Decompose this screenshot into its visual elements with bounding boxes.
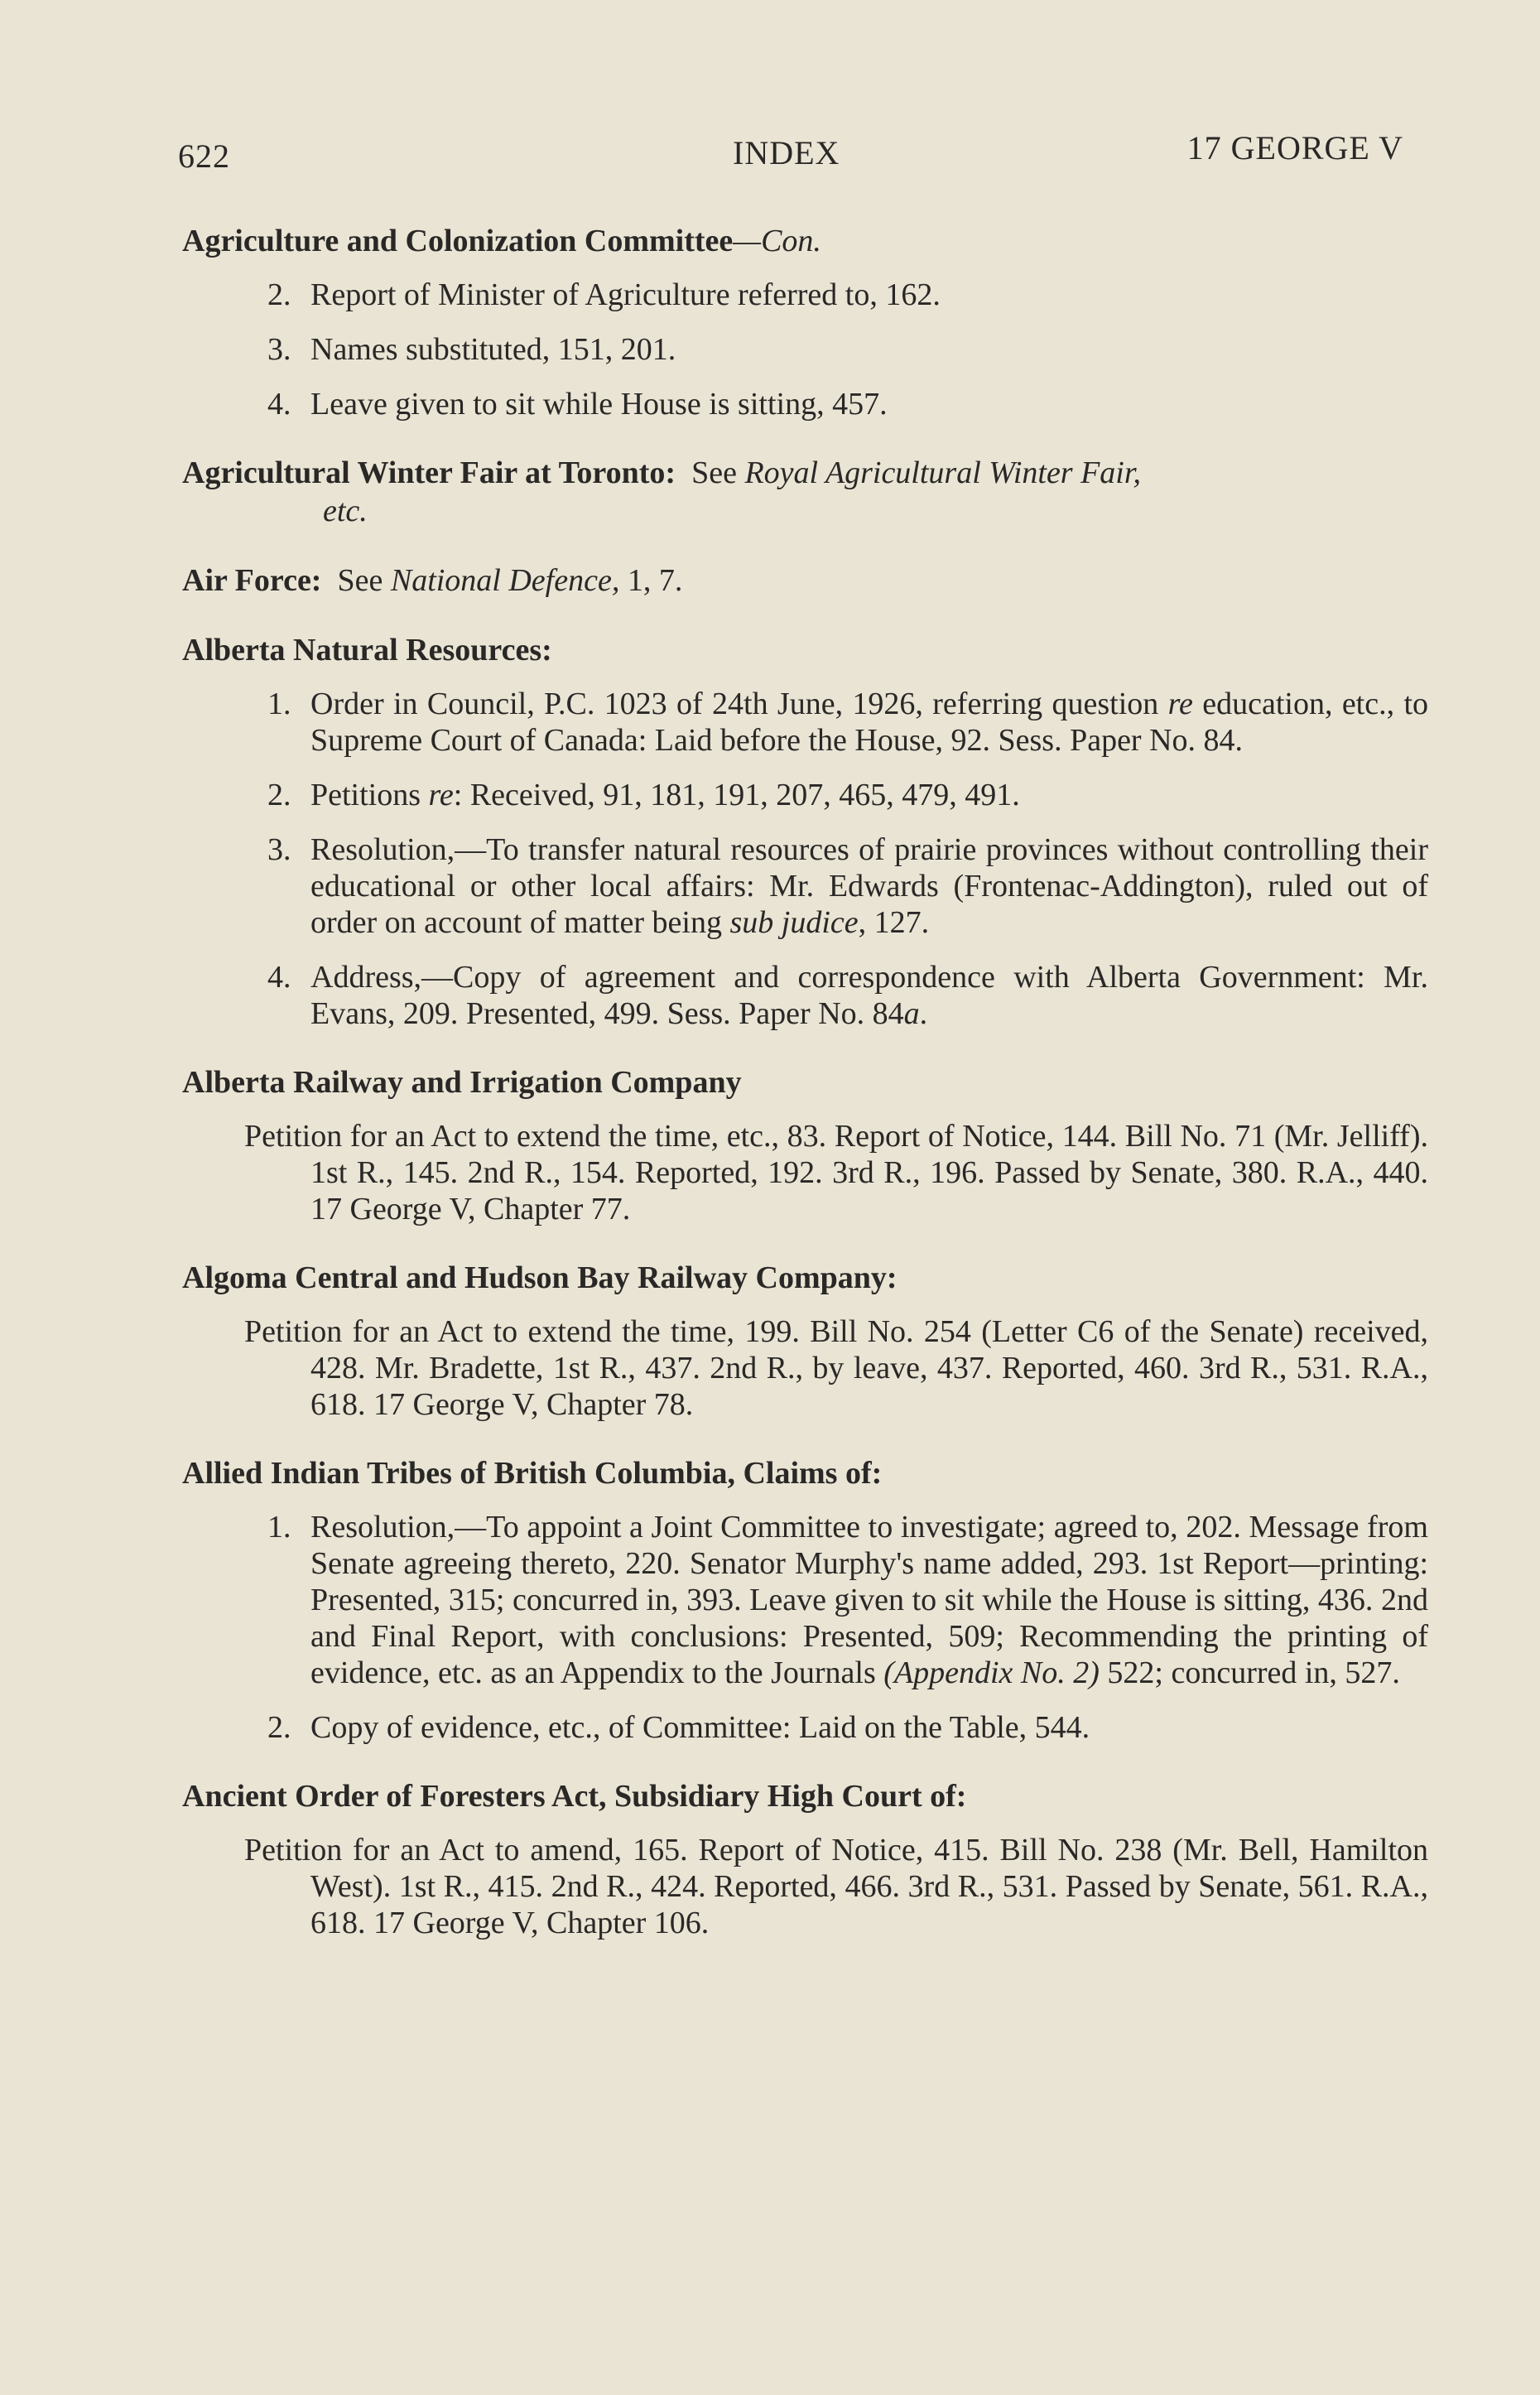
list-item: 3. Resolution,—To transfer natural resources of prairie provinces without controlling their educational or other local affairs: Mr. Edwards (Frontenac-Addington), ruled out of order on account of matter being sub judice, 127.	[267, 832, 1428, 940]
entry-heading: Agricultural Winter Fair at Toronto: See Royal Agricultural Winter Fair, etc.	[182, 454, 1428, 530]
page-number: 622	[178, 137, 230, 175]
list-item: 3. Names substituted, 151, 201.	[267, 332, 676, 367]
entry-text: Petition for an Act to amend, 165. Report of Notice, 415. Bill No. 238 (Mr. Bell, Hamilton West). 1st R., 415. 2nd R., 424. Reported, 466. 3rd R., 531. Passed by Senate, 561. R.A., 618. 17 George V, Chapter 106.	[244, 1833, 1428, 1940]
index-entry	[182, 1777, 1428, 1941]
list-item: 2. Copy of evidence, etc., of Committee: Laid on the Table, 544.	[267, 1710, 1090, 1745]
page-title: INDEX	[733, 134, 840, 171]
see-label: See	[691, 455, 737, 490]
entry-heading: Alberta Railway and Irrigation Company	[182, 1065, 742, 1100]
list-item: 1. Resolution,—To appoint a Joint Committee to investigate; agreed to, 202. Message from Senate agreeing thereto, 220. Senator Murphy's name added, 293. 1st Report—printing: Presented, 315; concurred in, 393. Leave given to sit while the House is sitting, 436. 2nd and Final Report, with conclusions: Presented, 509; Recommending the printing of evidence, etc. as an Appendix to the Journals (Appendix No. 2) 522; concurred in, 527.	[267, 1510, 1428, 1690]
list-item: 1. Order in Council, P.C. 1023 of 24th June, 1926, referring question re education, etc., to Supreme Court of Canada: Laid before the House, 92. Sess. Paper No. 84.	[267, 687, 1429, 758]
entry-text: Petition for an Act to extend the time, etc., 83. Report of Notice, 144. Bill No. 71 (Mr. Jelliff). 1st R., 145. 2nd R., 154. Reported, 192. 3rd R., 196. Passed by Senate, 380. R.A., 440. 17 George V, Chapter 77.	[244, 1119, 1428, 1226]
see-reference: Royal Agricultural Winter Fair,	[744, 455, 1141, 490]
continued-label: —Con.	[733, 224, 821, 258]
index-entry	[182, 561, 1428, 600]
entry-heading: Algoma Central and Hudson Bay Railway Company:	[182, 1260, 898, 1295]
index-entry	[182, 1063, 1428, 1227]
list-item: 2. Petitions re: Received, 91, 181, 191, 207, 465, 479, 491.	[267, 778, 1020, 812]
index-entry	[182, 222, 1428, 422]
list-item: 4. Leave given to sit while House is sitting, 457.	[267, 387, 888, 422]
entry-heading: Alberta Natural Resources:	[182, 633, 552, 667]
list-item: 4. Address,—Copy of agreement and correspondence with Alberta Government: Mr. Evans, 209. Presented, 499. Sess. Paper No. 84a.	[267, 960, 1428, 1031]
index-entry	[182, 1259, 1428, 1423]
index-entry	[182, 454, 1428, 530]
see-reference-cont: etc.	[323, 494, 368, 528]
index-entries	[182, 222, 1428, 1973]
volume-label: 17 GEORGE V	[1186, 129, 1403, 166]
index-entry	[182, 1454, 1428, 1746]
list-item: 2. Report of Minister of Agriculture referred to, 162.	[267, 277, 941, 312]
entry-text: Petition for an Act to extend the time, 199. Bill No. 254 (Letter C6 of the Senate) received, 428. Mr. Bradette, 1st R., 437. 2nd R., by leave, 437. Reported, 460. 3rd R., 531. R.A., 618. 17 George V, Chapter 78.	[244, 1314, 1428, 1422]
running-head	[178, 128, 1403, 178]
see-label: See	[337, 563, 383, 598]
entry-heading: Air Force: See National Defence, 1, 7.	[182, 563, 683, 598]
entry-heading: Ancient Order of Foresters Act, Subsidiary High Court of:	[182, 1779, 967, 1814]
entry-heading: Agriculture and Colonization Committee—Con.	[182, 224, 821, 258]
index-entry	[182, 631, 1428, 1032]
see-reference: National Defence,	[390, 563, 620, 598]
entry-heading: Allied Indian Tribes of British Columbia, Claims of:	[182, 1456, 883, 1491]
